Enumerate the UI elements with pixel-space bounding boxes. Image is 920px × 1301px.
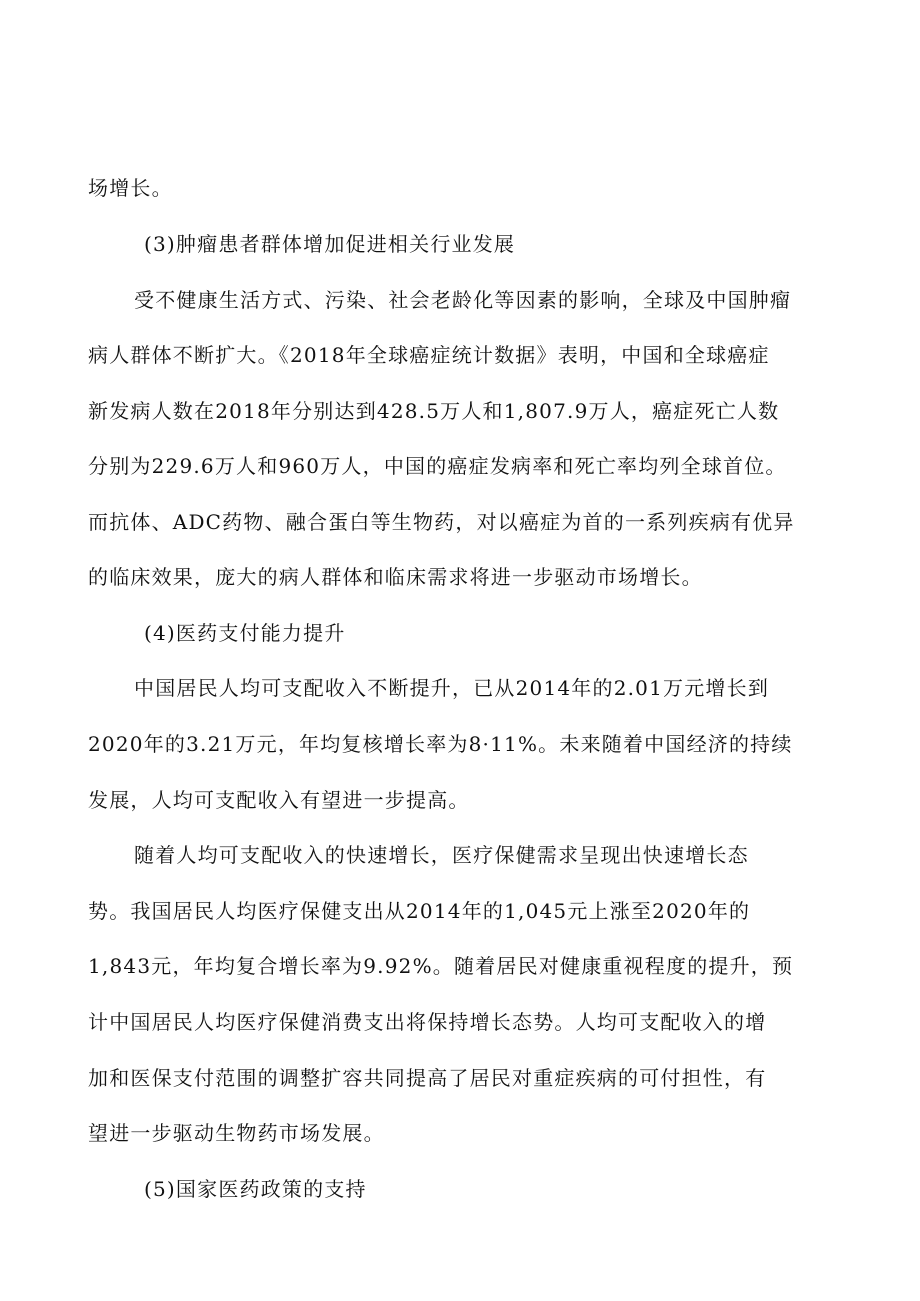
paragraph-line: 分别为229.6万人和960万人，中国的癌症发病率和死亡率均列全球首位。 bbox=[88, 454, 787, 478]
paragraph-line: 新发病人数在2018年分别达到428.5万人和1,807.9万人，癌症死亡人数 bbox=[88, 399, 780, 423]
paragraph-line: 计中国居民人均医疗保健消费支出将保持增长态势。人均可支配收入的增 bbox=[88, 1010, 767, 1034]
paragraph-line: 发展，人均可支配收入有望进一步提高。 bbox=[88, 788, 470, 812]
section-heading: (5)国家医药政策的支持 bbox=[144, 1177, 367, 1201]
paragraph-line: 场增长。 bbox=[88, 176, 173, 200]
paragraph-line: 而抗体、ADC药物、融合蛋白等生物药，对以癌症为首的一系列疾病有优异 bbox=[88, 510, 795, 534]
paragraph-line: 加和医保支付范围的调整扩容共同提高了居民对重症疾病的可付担性，有 bbox=[88, 1066, 767, 1090]
paragraph-line: 望进一步驱动生物药市场发展。 bbox=[88, 1121, 385, 1145]
paragraph-line: 的临床效果，庞大的病人群体和临床需求将进一步驱动市场增长。 bbox=[88, 565, 703, 589]
paragraph-line: 2020年的3.21万元，年均复核增长率为8·11%。未来随着中国经济的持续 bbox=[88, 732, 793, 756]
paragraph-line: 病人群体不断扩大。《2018年全球癌症统计数据》表明，中国和全球癌症 bbox=[88, 343, 770, 367]
paragraph-line: 势。我国居民人均医疗保健支出从2014年的1,045元上涨至2020年的 bbox=[88, 899, 751, 923]
paragraph-line: 随着人均可支配收入的快速增长，医疗保健需求呈现出快速增长态 bbox=[134, 843, 749, 867]
section-heading: (3)肿瘤患者群体增加促进相关行业发展 bbox=[144, 232, 516, 256]
section-heading: (4)医药支付能力提升 bbox=[144, 621, 346, 645]
paragraph-line: 中国居民人均可支配收入不断提升，已从2014年的2.01万元增长到 bbox=[134, 676, 770, 700]
paragraph-line: 1,843元，年均复合增长率为9.92%。随着居民对健康重视程度的提升，预 bbox=[88, 954, 794, 978]
paragraph-line: 受不健康生活方式、污染、社会老龄化等因素的影响，全球及中国肿瘤 bbox=[134, 288, 792, 312]
